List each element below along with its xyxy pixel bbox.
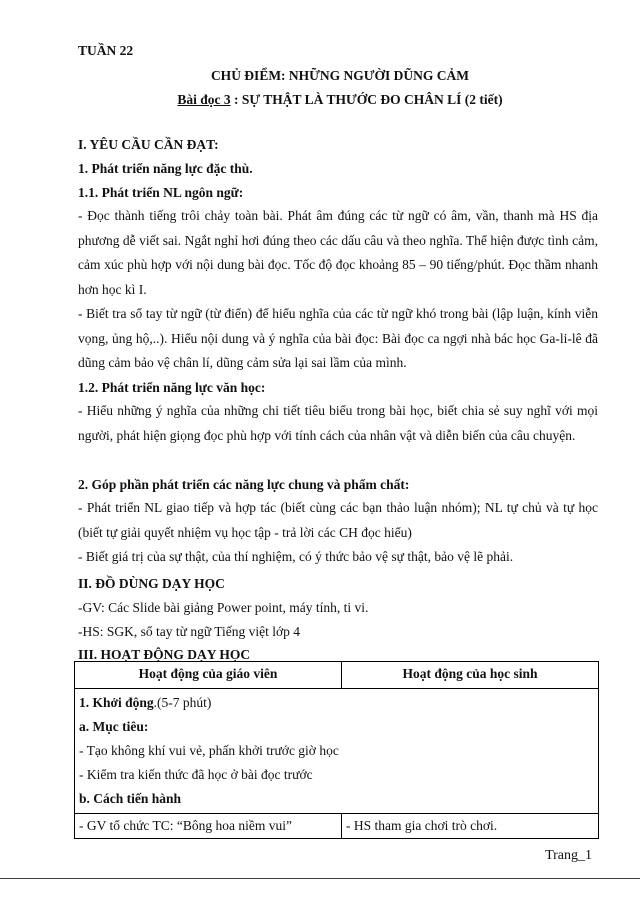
week-label: TUẦN 22 — [78, 43, 134, 58]
warmup-cell — [75, 689, 599, 814]
theme-title: CHỦ ĐIỂM: NHỮNG NGƯỜI DŨNG CẢM — [210, 68, 470, 83]
section-1-1-heading: 1. Phát triển năng lực đặc thù. — [78, 161, 253, 176]
paragraph-values: - Biết giá trị của sự thật, của thí nghiệm, có ý thức bảo vệ sự thật, bảo vệ lẽ phải. — [78, 549, 514, 564]
section-1-2-heading: 2. Góp phần phát triển các năng lực chung và phẩm chất: — [78, 477, 410, 492]
student-materials: -HS: SGK, sổ tay từ ngữ Tiếng việt lớp 4 — [78, 624, 301, 639]
procedure-heading: b. Cách tiến hành — [79, 791, 182, 806]
student-column-header: Hoạt động của học sinh — [342, 662, 599, 689]
teacher-materials: -GV: Các Slide bài giảng Power point, máy tính, ti vi. — [78, 600, 369, 615]
table-row — [75, 689, 599, 814]
lesson-title — [40, 91, 640, 109]
objective-item: - Kiểm tra kiến thức đã học ở bài đọc trước — [79, 767, 313, 782]
student-activity-cell: - HS tham gia chơi trò chơi. — [342, 814, 599, 839]
footer-divider — [0, 878, 640, 879]
activity-table — [74, 661, 599, 839]
warmup-title — [79, 691, 594, 715]
lesson-title-rest: : SỰ THẬT LÀ THƯỚC ĐO CHÂN LÍ (2 tiết) — [230, 92, 503, 107]
paragraph-vocabulary: - Biết tra sổ tay từ ngữ (từ điển) để hiểu nghĩa của các từ ngữ khó trong bài (lập luận, kính viễn vọng, ủng hộ,..). Hiểu nội dung và ý nghĩa của bài đọc: Bài đọc ca ngợi nhà bác học Ga-li-lê đã dũng cảm bảo vệ chân lí, dũng cảm sửa lại sai lầm của mình. — [78, 306, 598, 370]
objective-heading: a. Mục tiêu: — [79, 719, 149, 734]
paragraph-general-skills: - Phát triển NL giao tiếp và hợp tác (biết cùng các bạn thảo luận nhóm); NL tự chủ và tự học (biết tự giải quyết nhiệm vụ học tập - trả lời các CH đọc hiểu) — [78, 500, 598, 540]
page-number: Trang_1 — [545, 848, 592, 863]
section-1-1-2-heading: 1.2. Phát triển năng lực văn học: — [78, 380, 266, 395]
warmup-duration: .(5-7 phút) — [153, 695, 212, 710]
section-3-heading: III. HOẠT ĐỘNG DẠY HỌC — [78, 647, 251, 662]
paragraph-reading-skills: - Đọc thành tiếng trôi chảy toàn bài. Phát âm đúng các từ ngữ có âm, vần, thanh mà HS địa phương dễ viết sai. Ngắt nghỉ hơi đúng theo các dấu câu và theo nghĩa. Thể hiện được tình cảm, cảm xúc phù hợp với nội dung bài đọc. Tốc độ đọc khoảng 85 – 90 tiếng/phút. Đọc thầm nhanh hơn học kì I. — [78, 208, 598, 297]
section-1-heading: I. YÊU CẦU CẦN ĐẠT: — [78, 137, 219, 152]
section-2-heading: II. ĐỒ DÙNG DẠY HỌC — [78, 576, 225, 591]
lesson-label: Bài đọc 3 — [177, 92, 231, 107]
warmup-label: 1. Khởi động — [79, 695, 154, 710]
table-header-row — [75, 662, 599, 689]
section-1-1-1-heading: 1.1. Phát triển NL ngôn ngữ: — [78, 185, 244, 200]
teacher-activity-cell: - GV tổ chức TC: “Bông hoa niềm vui” — [75, 814, 342, 839]
paragraph-literary: - Hiểu những ý nghĩa của những chi tiết tiêu biểu trong bài học, biết chia sẻ suy nghĩ với mọi người, phát hiện giọng đọc phù hợp với tính cách của nhân vật và diễn biến của câu chuyện. — [78, 403, 598, 443]
table-row — [75, 814, 599, 839]
teacher-column-header: Hoạt động của giáo viên — [75, 662, 342, 689]
objective-item: - Tạo không khí vui vẻ, phấn khởi trước giờ học — [79, 743, 339, 758]
